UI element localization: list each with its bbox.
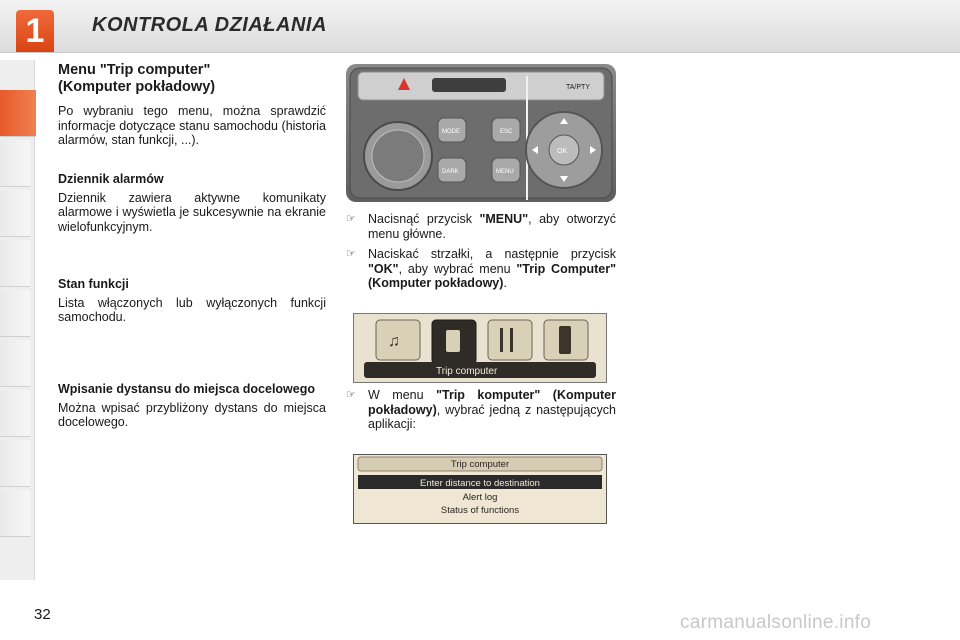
instructions-bottom [346, 388, 616, 438]
instructions-top [346, 212, 616, 297]
left-column [58, 62, 326, 148]
trip-menu-item-status[interactable]: Status of functions [440, 505, 520, 516]
control-panel-svg [346, 64, 616, 202]
control-panel-illustration [346, 64, 616, 202]
page-header [0, 0, 960, 53]
distance-section [58, 382, 326, 430]
distance-text: Można wpisać przybliżony dystans do miejsca docelowego. [58, 400, 326, 429]
intro-paragraph: Po wybraniu tego menu, można sprawdzić informacje dotyczące stanu samochodu (historia alarmów, stan funkcji, ...). [58, 104, 326, 147]
instruction-item: ☞ W menu "Trip komputer" (Komputer pokładowy), wybrać jedną z następujących aplikacji: [346, 388, 616, 431]
chapter-tab[interactable] [0, 490, 30, 537]
chapter-tab[interactable] [0, 140, 30, 187]
chapter-title: KONTROLA DZIAŁANIA [92, 14, 327, 36]
instruction-item: ☞ Naciskać strzałki, a następnie przycisk "OK", aby wybrać menu "Trip Computer" (Komputer pokładowy). [346, 247, 616, 290]
alert-log-section [58, 172, 326, 234]
ok-button-label: OK [557, 148, 568, 155]
trip-menu-title: Trip computer [450, 459, 510, 470]
chapter-tab[interactable] [0, 340, 30, 387]
menu-button-label: MENU [496, 169, 514, 175]
ta-pty-button-label: TA/PTY [566, 84, 590, 91]
alert-log-text: Dziennik zawiera aktywne komunikaty alarmowe i wyświetla je sukcesywnie na ekranie wielofunkcyjnym. [58, 190, 326, 234]
bullet-pointer-icon: ☞ [346, 213, 356, 225]
chapter-tab[interactable] [0, 440, 30, 487]
watermark: carmanualsonline.info [680, 612, 872, 633]
svg-text:♫: ♫ [388, 333, 400, 350]
chapter-tab[interactable] [0, 290, 30, 337]
section-title: Menu "Trip computer" (Komputer pokładowy) [58, 62, 216, 95]
trip-menu-svg [354, 455, 606, 523]
esc-button-label: ESC [500, 129, 513, 135]
menu-caption: Trip computer [436, 366, 498, 377]
page-number: 32 [34, 606, 51, 623]
display-main-menu-svg [354, 314, 606, 382]
bullet-pointer-icon: ☞ [346, 248, 356, 260]
alert-log-heading: Dziennik alarmów [58, 172, 164, 186]
chapter-tab[interactable] [0, 390, 30, 437]
display-trip-computer-menu [353, 454, 607, 524]
status-functions-text: Lista włączonych lub wyłączonych funkcji samochodu. [58, 295, 326, 324]
chapter-tab[interactable] [0, 190, 30, 237]
status-functions-heading: Stan funkcji [58, 277, 129, 291]
trip-menu-item-alert-log[interactable]: Alert log [462, 492, 498, 503]
chapter-tabs [0, 60, 35, 580]
bullet-pointer-icon: ☞ [346, 389, 356, 401]
chapter-number-badge: 1 [16, 10, 54, 52]
chapter-tab-active[interactable] [0, 90, 36, 137]
mode-button-label: MODE [442, 129, 460, 135]
instruction-item: ☞ Nacisnąć przycisk "MENU", aby otworzyć menu główne. [346, 212, 616, 241]
distance-heading: Wpisanie dystansu do miejsca docelowego [58, 382, 316, 396]
chapter-tab[interactable] [0, 240, 30, 287]
trip-menu-item-distance[interactable]: Enter distance to destination [420, 478, 540, 489]
display-main-menu [353, 313, 607, 383]
dark-button-label: DARK [442, 169, 459, 175]
status-functions-section [58, 277, 326, 325]
